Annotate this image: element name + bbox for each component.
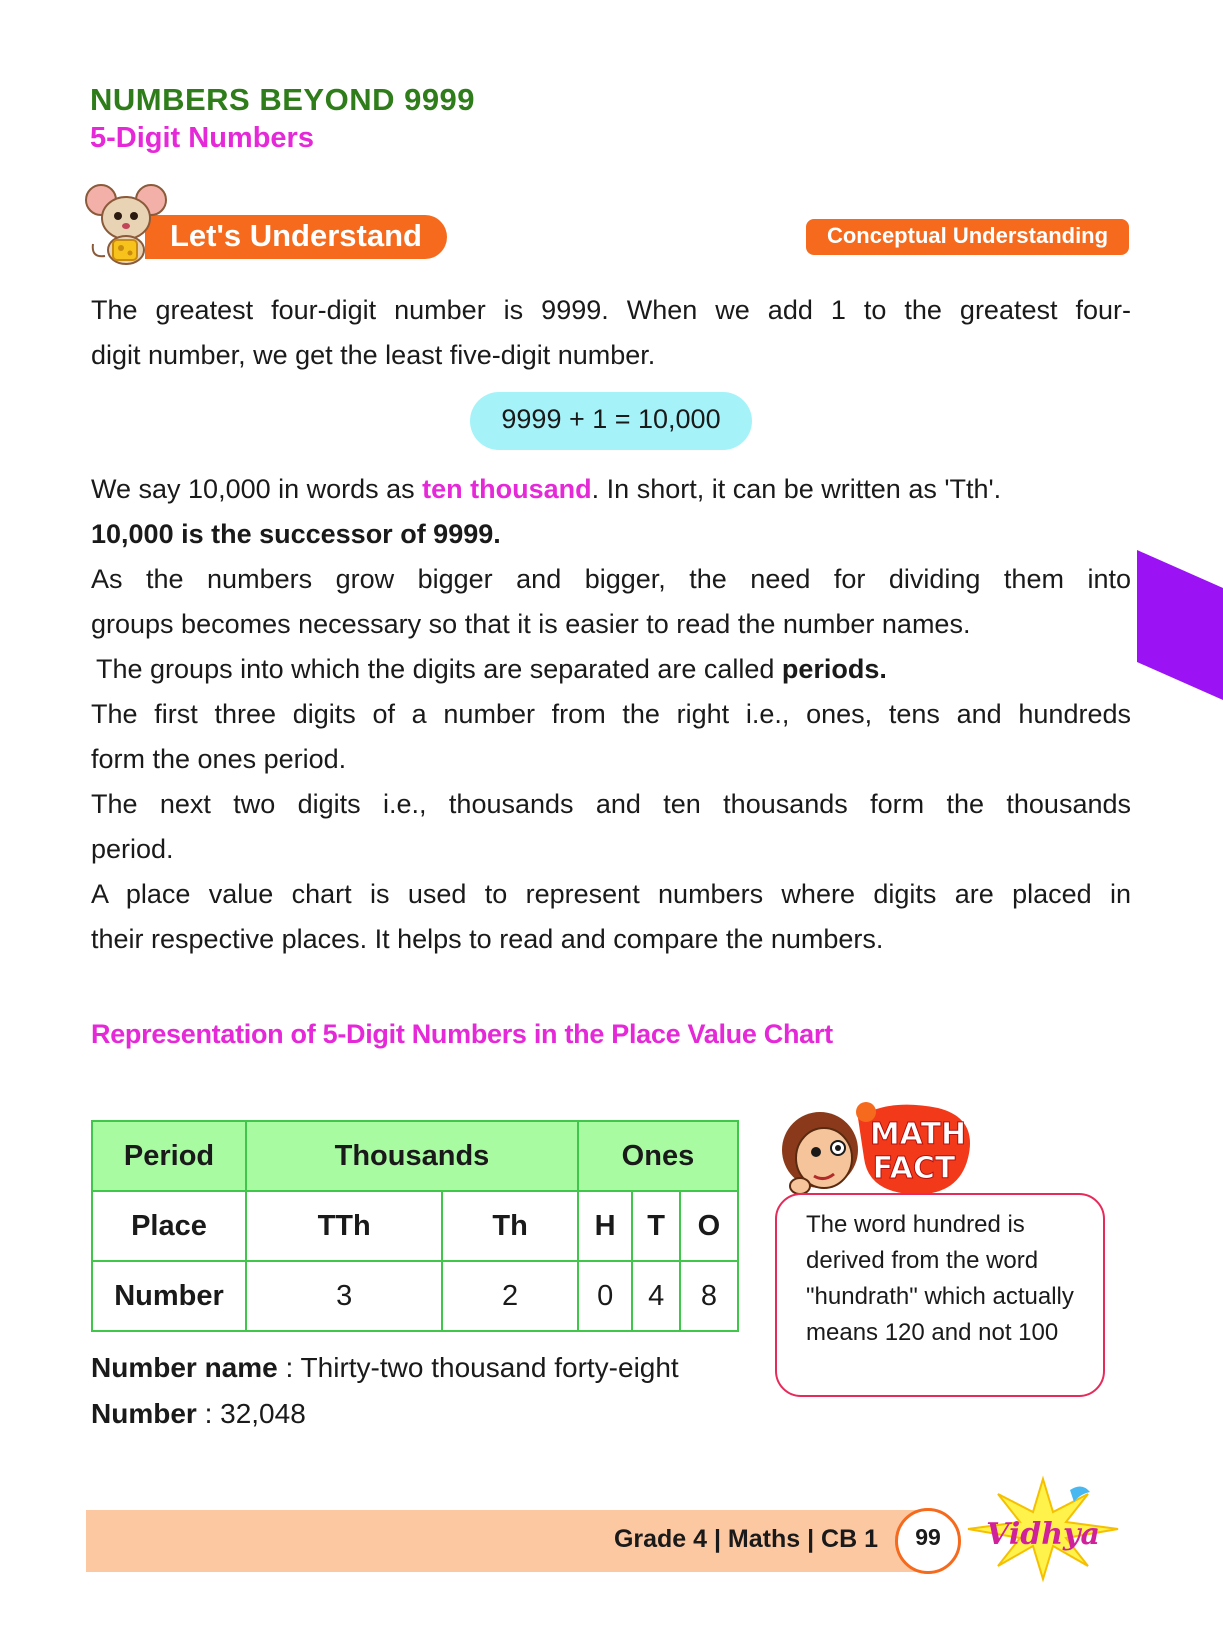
- table-row: [92, 1121, 738, 1191]
- number-label: Number: [92, 1261, 246, 1331]
- place-t: T: [632, 1191, 679, 1261]
- chart-line-2: their respective places. It helps to read and compare the numbers.: [91, 924, 884, 954]
- successor-statement: 10,000 is the successor of 9999.: [91, 519, 501, 549]
- side-tab-marker: [1137, 550, 1223, 700]
- number-line: Number : 32,048: [91, 1398, 306, 1429]
- place-h: H: [578, 1191, 633, 1261]
- section-subtitle: 5-Digit Numbers: [90, 122, 314, 154]
- place-label: Place: [92, 1191, 246, 1261]
- number-name-line: Number name : Thirty-two thousand forty-eight: [91, 1352, 679, 1383]
- ten-thousand-highlight: ten thousand: [422, 474, 592, 504]
- page-number: 99: [915, 1524, 941, 1550]
- digit-o: 8: [680, 1261, 738, 1331]
- math-fact-title-line2: FACT: [872, 1151, 956, 1186]
- logo-text: Vidhya: [986, 1517, 1100, 1552]
- conceptual-understanding-label: Conceptual Understanding: [826, 223, 1109, 248]
- periods-term: periods.: [781, 654, 887, 684]
- intro-line-1: The greatest four-digit number is 9999. When we add 1 to the greatest four-: [91, 295, 1131, 325]
- first-three-line-1: The first three digits of a number from the right i.e., ones, tens and hundreds: [91, 699, 1131, 729]
- representation-heading: Representation of 5-Digit Numbers in the Place Value Chart: [91, 1019, 833, 1049]
- next-two-line-1: The next two digits i.e., thousands and ten thousands form the thousands: [91, 789, 1131, 819]
- next-two-line-2: period.: [91, 834, 174, 864]
- thousands-period: Thousands: [246, 1121, 578, 1191]
- equation-text: 9999 + 1 = 10,000: [501, 404, 721, 434]
- footer-grade-subject: Grade 4 | Maths | CB 1: [613, 1525, 878, 1553]
- first-three-line-2: form the ones period.: [91, 744, 347, 774]
- lets-understand-label: Let's Understand: [170, 218, 422, 253]
- table-row: [92, 1191, 738, 1261]
- mouse-mascot-icon: [85, 178, 167, 266]
- chapter-title: NUMBERS BEYOND 9999: [90, 82, 476, 117]
- period-label: Period: [92, 1121, 246, 1191]
- place-tth: TTh: [246, 1191, 442, 1261]
- math-fact-title-line1: MATH: [869, 1117, 967, 1152]
- place-value-table: [91, 1120, 739, 1332]
- intro-line-2: digit number, we get the least five-digit number.: [91, 340, 656, 370]
- digit-th: 2: [442, 1261, 578, 1331]
- digit-tth: 3: [246, 1261, 442, 1331]
- math-fact-girl-icon: [778, 1098, 988, 1208]
- grow-line-1: As the numbers grow bigger and bigger, the need for dividing them into: [91, 564, 1131, 594]
- periods-sentence: The groups into which the digits are separated are called periods.: [96, 654, 887, 684]
- math-fact-text: The word hundred is derived from the word "hundrath" which actually means 120 and not 100: [806, 1211, 1074, 1346]
- table-row: [92, 1261, 738, 1331]
- chart-line-1: A place value chart is used to represent numbers where digits are placed in: [91, 879, 1131, 909]
- place-th: Th: [442, 1191, 578, 1261]
- ten-thousand-sentence: We say 10,000 in words as ten thousand. In short, it can be written as 'Tth'.: [91, 474, 1002, 504]
- place-o: O: [680, 1191, 738, 1261]
- digit-h: 0: [578, 1261, 633, 1331]
- vidhya-logo-icon: [958, 1474, 1128, 1584]
- digit-t: 4: [632, 1261, 679, 1331]
- ones-period: Ones: [578, 1121, 738, 1191]
- grow-line-2: groups becomes necessary so that it is easier to read the number names.: [91, 609, 971, 639]
